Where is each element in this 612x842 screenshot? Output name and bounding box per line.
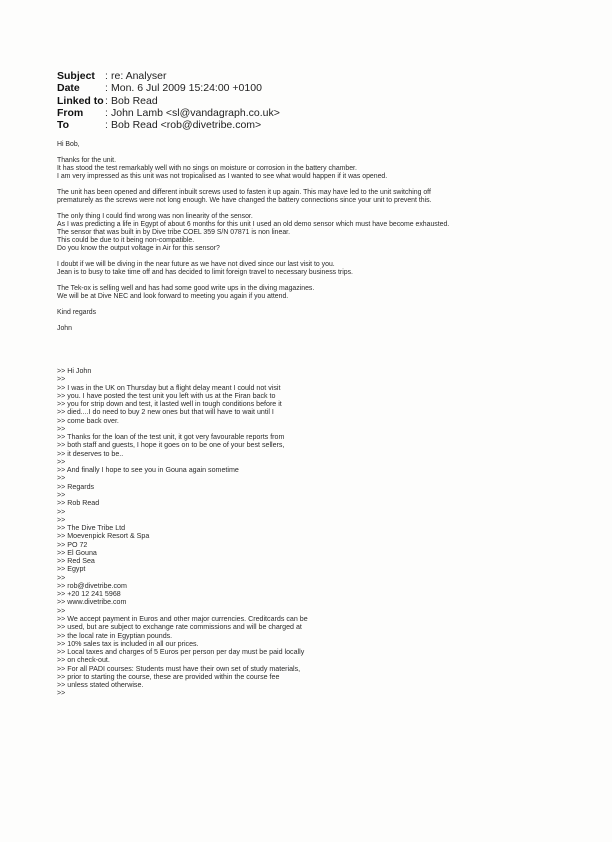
quoted-line: >> you. I have posted the test unit you left with us at the Firan back to: [57, 391, 276, 400]
from-value: John Lamb <sl@vandagraph.co.uk>: [111, 106, 280, 119]
quoted-line: >>: [57, 573, 66, 582]
date-label: Date: [57, 82, 80, 95]
quoted-line: >> El Gouna: [57, 548, 97, 557]
body-paragraph: [57, 309, 577, 317]
quoted-message: [57, 367, 577, 698]
quoted-line: >> Egypt: [57, 565, 86, 574]
from-row: From : John Lamb <sl@vandagraph.co.uk>: [57, 106, 280, 119]
quoted-line: >> Rob Read: [57, 499, 100, 508]
body-line: I am very impressed as this unit was not tropicalised as I wanted to see what would happen if it was opened.: [57, 173, 388, 180]
quoted-line: >> +20 12 241 5968: [57, 590, 121, 599]
to-row: To : Bob Read <rob@divetribe.com>: [57, 119, 262, 132]
quoted-line: >>: [57, 689, 66, 698]
from-label: From: [57, 106, 84, 119]
quoted-line: >> Red Sea: [57, 557, 95, 566]
quoted-line: >> Local taxes and charges of 5 Euros per person per day must be paid locally: [57, 648, 305, 657]
body-line: It has stood the test remarkably well with no sings on moisture or corrosion in the battery chamber.: [57, 165, 357, 172]
quoted-line: >> And finally I hope to see you in Gouna again sometime: [57, 466, 239, 475]
quoted-line: >>: [57, 474, 66, 483]
quoted-line: >> For all PADI courses: Students must have their own set of study materials,: [57, 664, 301, 673]
body-line: The Tek-ox is selling well and has had some good write ups in the diving magazines.: [57, 285, 315, 292]
quoted-line: >> rob@divetribe.com: [57, 581, 127, 590]
quoted-line: >> 10% sales tax is included in all our prices.: [57, 639, 199, 648]
quoted-line: >> I was in the UK on Thursday but a flight delay meant I could not visit: [57, 383, 281, 392]
date-value: Mon. 6 Jul 2009 15:24:00 +0100: [111, 82, 262, 95]
linked-to-row: Linked to : Bob Read: [57, 94, 158, 107]
quoted-line: >> died....I do need to buy 2 new ones but that will have to wait until I: [57, 408, 274, 417]
quoted-line: >> Regards: [57, 482, 95, 491]
quoted-line: >> The Dive Tribe Ltd: [57, 524, 126, 533]
quoted-line: >> www.divetribe.com: [57, 598, 127, 607]
quoted-line: >>: [57, 507, 66, 516]
quoted-line: >> Hi John: [57, 367, 92, 375]
subject-row: Subject : re: Analyser: [57, 70, 167, 82]
body-paragraph: [57, 325, 577, 333]
subject-label: Subject: [57, 70, 95, 82]
quoted-line: >> you for strip down and test, it lasted well in tough conditions before it: [57, 400, 282, 409]
subject-value: re: Analyser: [111, 70, 167, 82]
body-line: As I was predicting a life in Egypt of about 6 months for this unit I used an old demo sensor which must have become exhausted.: [57, 221, 450, 228]
body-line: This could be due to it being non-compatible.: [57, 237, 195, 244]
email-body: [57, 141, 577, 341]
quoted-line: >> on check-out.: [57, 656, 110, 665]
quoted-line: >> it deserves to be..: [57, 449, 124, 458]
quoted-line: >> Moevenpick Resort & Spa: [57, 532, 150, 541]
body-line: Hi Bob,: [57, 141, 80, 148]
quoted-line: >>: [57, 375, 66, 384]
quoted-line: >> unless stated otherwise.: [57, 681, 144, 690]
quoted-line: >>: [57, 490, 66, 499]
linked-to-value: Bob Read: [111, 94, 158, 107]
date-row: Date : Mon. 6 Jul 2009 15:24:00 +0100: [57, 82, 262, 95]
to-value: Bob Read <rob@divetribe.com>: [111, 119, 262, 132]
body-paragraph: [57, 261, 577, 277]
quoted-line: >> come back over.: [57, 416, 119, 425]
body-line: Kind regards: [57, 309, 97, 316]
body-line: The unit has been opened and different inbuilt screws used to fasten it up again. This may have led to the unit switching off: [57, 189, 431, 196]
body-line: I doubt if we will be diving in the near future as we have not dived since our last visit to you.: [57, 261, 335, 268]
body-paragraph: [57, 141, 577, 149]
body-paragraph: [57, 157, 577, 181]
quoted-line: >> PO 72: [57, 540, 88, 549]
body-line: Thanks for the unit.: [57, 157, 116, 164]
body-line: Jean is to busy to take time off and has decided to limit foreign travel to necessary business trips.: [57, 269, 353, 276]
body-paragraph: [57, 285, 577, 301]
body-line: We will be at Dive NEC and look forward to meeting you again if you attend.: [57, 293, 289, 300]
body-paragraph: [57, 213, 577, 253]
quoted-line: >>: [57, 515, 66, 524]
body-line: Do you know the output voltage in Air for this sensor?: [57, 245, 220, 252]
quoted-line: >>: [57, 606, 66, 615]
quoted-line: >> prior to starting the course, these are provided within the course fee: [57, 672, 280, 681]
body-paragraph: [57, 189, 577, 205]
body-line: John: [57, 325, 72, 332]
quoted-line: >> Thanks for the loan of the test unit, it got very favourable reports from: [57, 433, 285, 442]
quoted-line: >> both staff and guests, I hope it goes on to be one of your best sellers,: [57, 441, 285, 450]
email-header: [57, 70, 280, 131]
quoted-line: >>: [57, 457, 66, 466]
body-line: The only thing I could find wrong was non linearity of the sensor.: [57, 213, 253, 220]
to-label: To: [57, 119, 70, 132]
quoted-line: >>: [57, 424, 66, 433]
quoted-line: >> the local rate in Egyptian pounds.: [57, 631, 173, 640]
quoted-line: >> We accept payment in Euros and other major currencies. Creditcards can be: [57, 614, 308, 623]
body-line: The sensor that was built in by Dive tribe COEL 359 S/N 07871 is non linear.: [57, 229, 291, 236]
linked-to-label: Linked to: [57, 94, 104, 107]
quoted-line: >> used, but are subject to exchange rate commissions and will be charged at: [57, 623, 302, 632]
body-line: prematurely as the screws were not long enough. We have changed the battery connections since your unit to prevent this.: [57, 197, 432, 204]
